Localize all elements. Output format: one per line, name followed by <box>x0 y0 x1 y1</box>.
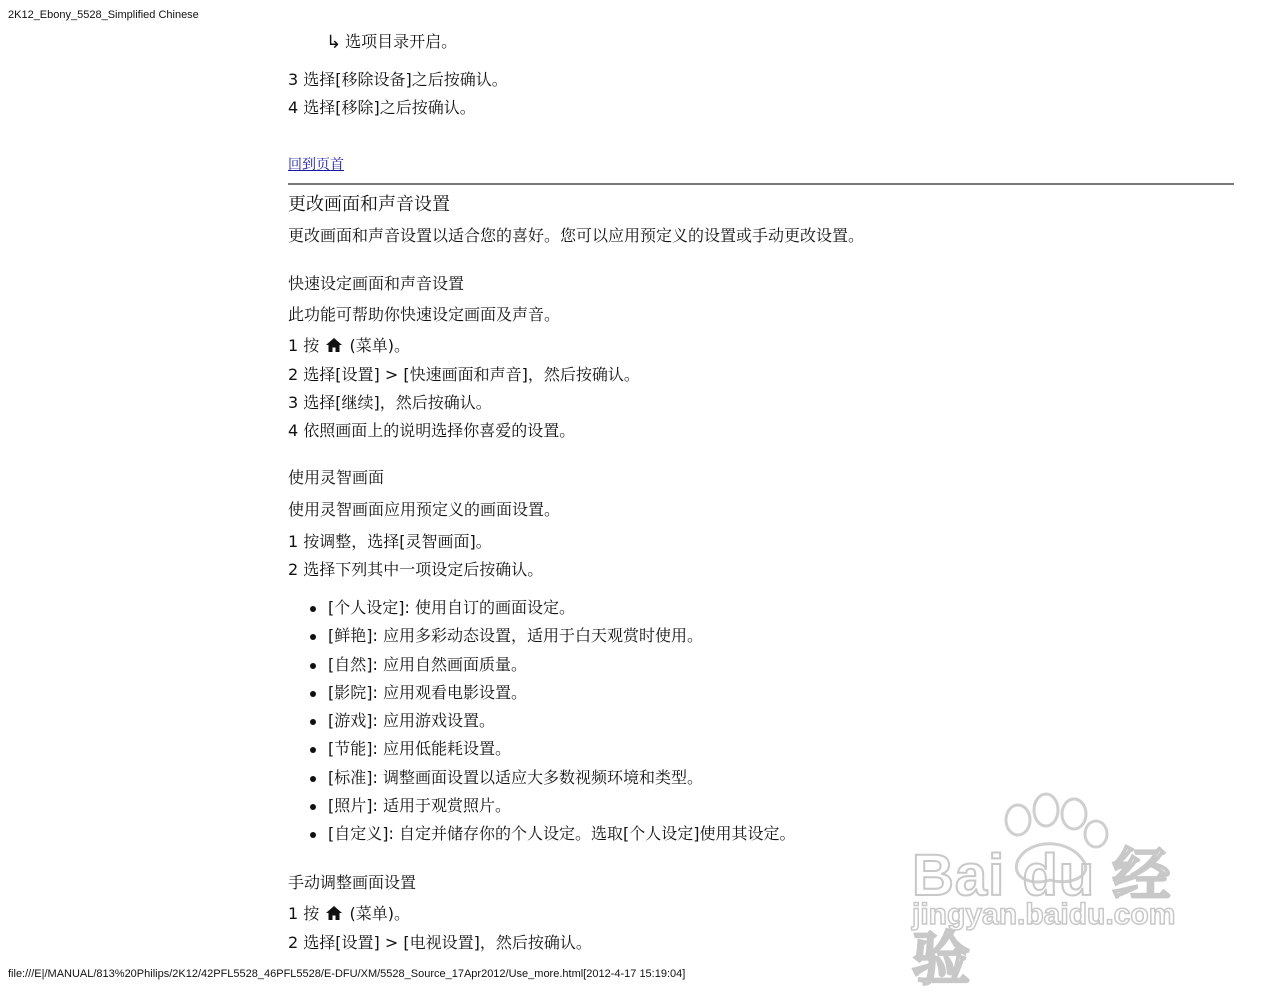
back-to-top-row <box>288 154 344 175</box>
section-divider <box>288 183 1234 185</box>
quick-setup-step-3: 3 选择[继续]，然后按确认。 <box>288 393 492 412</box>
remove-step-4: 4 选择[移除]之后按确认。 <box>288 98 476 117</box>
list-item: [个人设定]: 使用自订的画面设定。 <box>310 598 795 626</box>
quick-setup-desc: 此功能可帮助你快速设定画面及声音。 <box>288 305 561 324</box>
list-item: [标准]: 调整画面设置以适应大多数视频环境和类型。 <box>310 768 795 796</box>
step-suffix: (菜单)。 <box>349 336 410 355</box>
quick-setup-step-1 <box>288 336 410 356</box>
arrow-note <box>326 32 457 53</box>
smart-picture-desc: 使用灵智画面应用预定义的画面设置。 <box>288 500 561 519</box>
remove-step-3: 3 选择[移除设备]之后按确认。 <box>288 70 508 89</box>
list-item: [鲜艳]: 应用多彩动态设置，适用于白天观赏时使用。 <box>310 626 795 654</box>
smart-picture-step-2: 2 选择下列其中一项设定后按确认。 <box>288 560 544 579</box>
document-header: 2K12_Ebony_5528_Simplified Chinese <box>8 9 199 21</box>
step-prefix: 1 按 <box>288 904 320 923</box>
list-item: [照片]: 适用于观赏照片。 <box>310 796 795 824</box>
smart-picture-step-1: 1 按调整，选择[灵智画面]。 <box>288 532 492 551</box>
list-item: [游戏]: 应用游戏设置。 <box>310 711 795 739</box>
back-to-top-link[interactable]: 回到页首 <box>288 157 344 173</box>
manual-adjust-title: 手动调整画面设置 <box>288 873 417 892</box>
list-item: [自然]: 应用自然画面质量。 <box>310 655 795 683</box>
manual-adjust-step-1 <box>288 904 410 924</box>
quick-setup-step-2: 2 选择[设置] > [快速画面和声音]，然后按确认。 <box>288 365 640 384</box>
paw-logo-icon <box>900 790 1210 950</box>
watermark-site: jingyan.baidu.com <box>912 898 1176 931</box>
section-intro: 更改画面和声音设置以适合您的喜好。您可以应用预定义的设置或手动更改设置。 <box>288 226 865 245</box>
document-footer: file:///E|/MANUAL/813%20Philips/2K12/42PFL5528_46PFL5528/E-DFU/XM/5528_Source_17Apr2012/Use_more.html[2012-4-17 15:19:04] <box>8 968 686 980</box>
watermark-brand: Bai du 经验 <box>912 843 1172 992</box>
manual-adjust-step-2: 2 选择[设置] > [电视设置]，然后按确认。 <box>288 933 592 952</box>
smart-picture-options <box>310 598 795 853</box>
return-arrow-icon: ↳ <box>326 32 342 53</box>
arrow-note-text: 选项目录开启。 <box>345 32 458 51</box>
quick-setup-step-4: 4 依照画面上的说明选择你喜爱的设置。 <box>288 421 576 440</box>
quick-setup-title: 快速设定画面和声音设置 <box>288 274 465 293</box>
list-item: [影院]: 应用观看电影设置。 <box>310 683 795 711</box>
list-item: [自定义]: 自定并储存你的个人设定。选取[个人设定]使用其设定。 <box>310 824 795 852</box>
home-icon <box>326 338 342 352</box>
home-icon <box>326 906 342 920</box>
section-title: 更改画面和声音设置 <box>288 194 450 215</box>
step-suffix: (菜单)。 <box>349 904 410 923</box>
baidu-jingyan-watermark <box>900 790 1210 992</box>
smart-picture-title: 使用灵智画面 <box>288 468 385 487</box>
step-prefix: 1 按 <box>288 336 320 355</box>
list-item: [节能]: 应用低能耗设置。 <box>310 739 795 767</box>
